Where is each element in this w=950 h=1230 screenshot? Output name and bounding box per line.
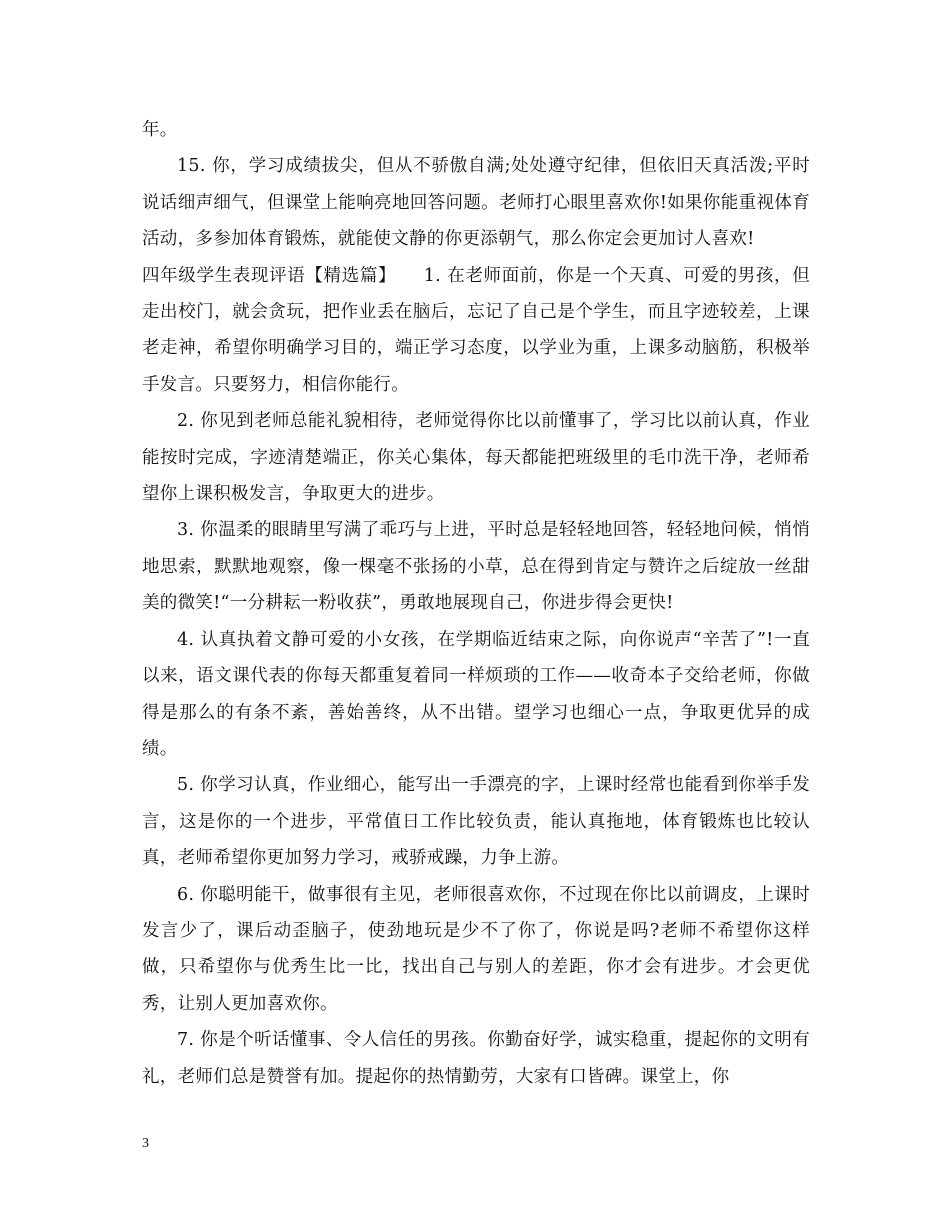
paragraph-section-heading-comment-1: 四年级学生表现评语【精选篇】 1. 在老师面前，你是一个天真、可爱的男孩，但走出校门，就会贪玩，把作业丢在脑后，忘记了自己是个学生，而且字迹较差，上课老走神，希望你明确学习目的，端正学习态度，以学业为重，上课多动脑筋，积极举手发言。只要努力，相信你能行。 [142,265,810,395]
document-body [142,112,810,1095]
paragraph-comment-2: 2. 你见到老师总能礼貌相待，老师觉得你比以前懂事了，学习比以前认真，作业能按时完成，字迹清楚端正，你关心集体，每天都能把班级里的毛巾洗干净，老师希望你上课积极发言，争取更大的进步。 [142,411,810,505]
paragraph-comment-7: 7. 你是个听话懂事、令人信任的男孩。你勤奋好学，诚实稳重，提起你的文明有礼，老师们总是赞誉有加。提起你的热情勤劳，大家有口皆碑。课堂上，你 [142,1030,810,1087]
paragraph-comment-6: 6. 你聪明能干，做事很有主见，老师很喜欢你，不过现在你比以前调皮，上课时发言少了，课后动歪脑子，使劲地玩是少不了你了，你说是吗?老师不希望你这样做，只希望你与优秀生比一比，找出自己与别人的差距，你才会有进步。才会更优秀，让别人更加喜欢你。 [142,884,810,1014]
paragraph-continuation: 年。 [142,120,178,140]
paragraph-comment-3: 3. 你温柔的眼睛里写满了乖巧与上进，平时总是轻轻地回答，轻轻地问候，悄悄地思索，默默地观察，像一棵毫不张扬的小草，总在得到肯定与赞许之后绽放一丝甜美的微笑!“一分耕耘一粉收获”，勇敢地展现自己，你进步得会更快! [142,520,810,614]
paragraph-comment-5: 5. 你学习认真，作业细心，能写出一手漂亮的字，上课时经常也能看到你举手发言，这是你的一个进步，平常值日工作比较负责，能认真拖地，体育锻炼也比较认真，老师希望你更加努力学习，戒骄戒躁，力争上游。 [142,775,810,869]
paragraph-comment-4: 4. 认真执着文静可爱的小女孩，在学期临近结束之际，向你说声“辛苦了”!一直以来，语文课代表的你每天都重复着同一样烦琐的工作——收奇本子交给老师，你做得是那么的有条不紊，善始善终，从不出错。望学习也细心一点，争取更优异的成绩。 [142,629,810,759]
page-number: 3 [142,1136,149,1151]
paragraph-comment-15: 15. 你，学习成绩拔尖，但从不骄傲自满;处处遵守纪律，但依旧天真活泼;平时说话细声细气，但课堂上能响亮地回答问题。老师打心眼里喜欢你!如果你能重视体育活动，多参加体育锻炼，就能使文静的你更添朝气，那么你定会更加讨人喜欢! [142,156,810,250]
